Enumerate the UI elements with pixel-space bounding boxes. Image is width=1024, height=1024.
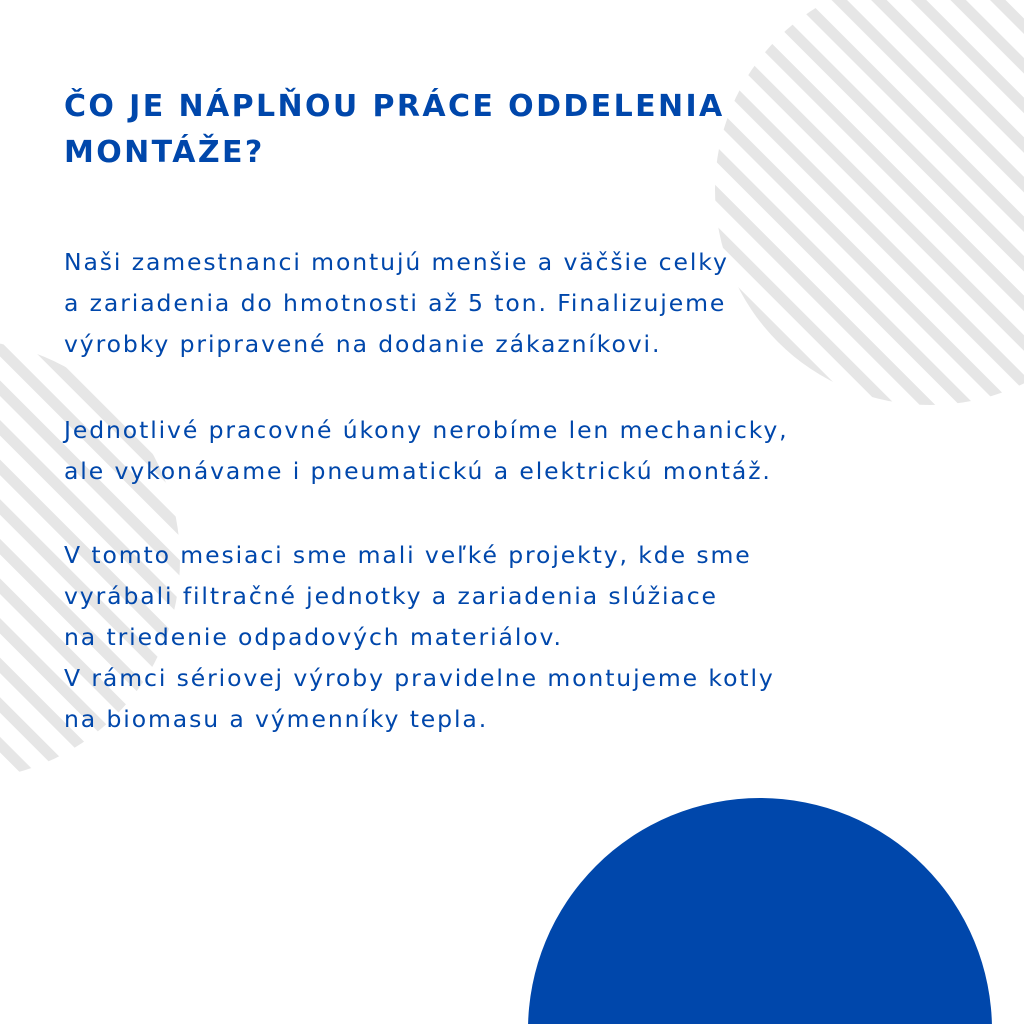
paragraph-line: výrobky pripravené na dodanie zákazníkovi.: [64, 330, 662, 358]
paragraph-line: na triedenie odpadových materiálov.: [64, 623, 563, 651]
paragraph-line: a zariadenia do hmotnosti až 5 ton. Finalizujeme: [64, 289, 727, 317]
blue-circle-bottom: [528, 798, 992, 1024]
paragraph-line: Naši zamestnanci montujú menšie a väčšie celky: [64, 248, 729, 276]
title-line-2: MONTÁŽE?: [64, 135, 265, 170]
title-line-1: ČO JE NÁPLŇOU PRÁCE ODDELENIA: [64, 89, 725, 124]
paragraph-2: [64, 410, 984, 492]
paragraph-line: vyrábali filtračné jednotky a zariadenia slúžiace: [64, 582, 718, 610]
paragraph-line: ale vykonávame i pneumatickú a elektrickú montáž.: [64, 457, 772, 485]
paragraph-line: Jednotlivé pracovné úkony nerobíme len mechanicky,: [64, 416, 789, 444]
paragraph-3: [64, 535, 984, 740]
paragraph-1: [64, 242, 984, 365]
paragraph-line: V tomto mesiaci sme mali veľké projekty, kde sme: [64, 541, 752, 569]
paragraph-line: na biomasu a výmenníky tepla.: [64, 705, 489, 733]
page-title: [64, 84, 784, 176]
paragraph-line: V rámci sériovej výroby pravidelne montujeme kotly: [64, 664, 775, 692]
